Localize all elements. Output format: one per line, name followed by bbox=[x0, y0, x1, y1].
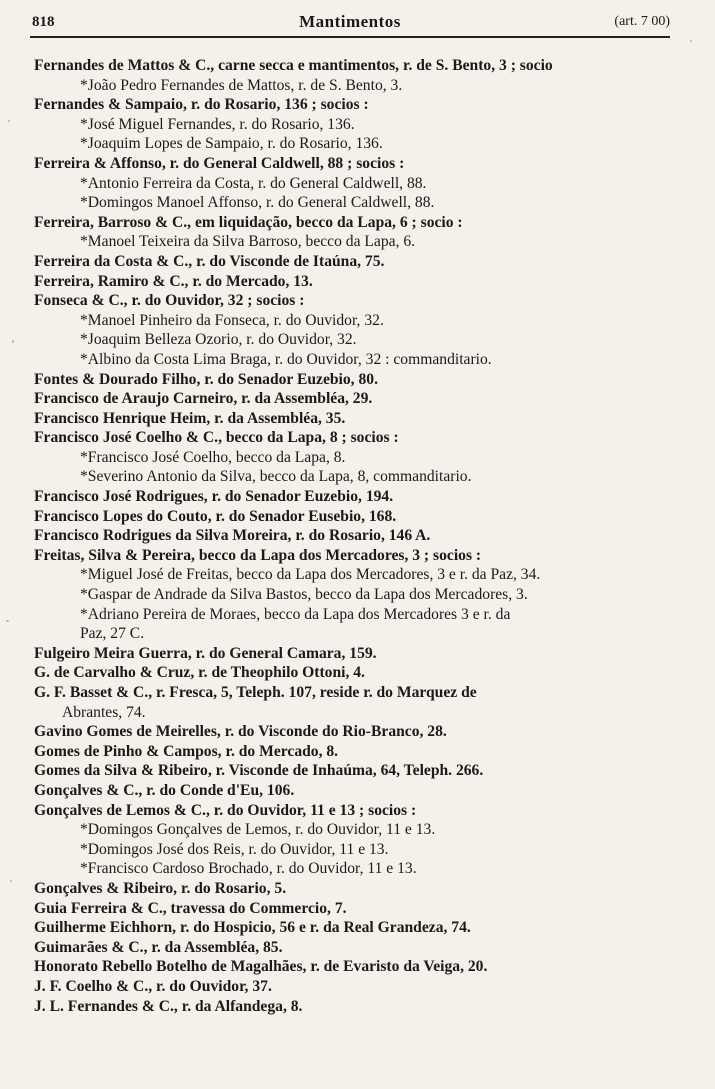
firm-entry: Guimarães & C., r. da Assembléa, 85. bbox=[34, 938, 283, 956]
partner-entry: *Domingos Gonçalves de Lemos, r. do Ouvidor, 11 e 13. bbox=[80, 821, 436, 839]
partner-entry: *Antonio Ferreira da Costa, r. do General Caldwell, 88. bbox=[80, 174, 427, 192]
firm-entry: Gomes da Silva & Ribeiro, r. Visconde de Inhaúma, 64, Teleph. 266. bbox=[34, 762, 484, 780]
directory-entries bbox=[30, 56, 670, 1016]
firm-entry: Gavino Gomes de Meirelles, r. do Visconde do Rio-Branco, 28. bbox=[34, 723, 447, 741]
firm-entry: Honorato Rebello Botelho de Magalhães, r. de Evaristo da Veiga, 20. bbox=[34, 958, 488, 976]
partner-entry: *Severino Antonio da Silva, becco da Lapa, 8, commanditario. bbox=[80, 468, 472, 486]
firm-entry: Francisco Henrique Heim, r. da Assembléa, 35. bbox=[34, 409, 346, 427]
partner-entry: *Manoel Pinheiro da Fonseca, r. do Ouvidor, 32. bbox=[80, 311, 384, 329]
firm-entry: Francisco de Araujo Carneiro, r. da Assembléa, 29. bbox=[34, 390, 373, 408]
firm-entry: Fernandes & Sampaio, r. do Rosario, 136 ; socios : bbox=[34, 96, 369, 114]
firm-entry: Freitas, Silva & Pereira, becco da Lapa dos Mercadores, 3 ; socios : bbox=[34, 546, 482, 564]
firm-entry: J. F. Coelho & C., r. do Ouvidor, 37. bbox=[34, 977, 272, 995]
partner-entry: *José Miguel Fernandes, r. do Rosario, 136. bbox=[80, 115, 355, 133]
firm-entry: Francisco José Coelho & C., becco da Lapa, 8 ; socios : bbox=[34, 429, 399, 447]
firm-entry: Gomes de Pinho & Campos, r. do Mercado, 8. bbox=[34, 742, 339, 760]
scan-speck bbox=[12, 340, 14, 343]
scan-speck bbox=[10, 880, 12, 882]
page-number: 818 bbox=[32, 14, 55, 30]
firm-entry: Gonçalves & C., r. do Conde d'Eu, 106. bbox=[34, 781, 295, 799]
firm-entry: Ferreira & Affonso, r. do General Caldwell, 88 ; socios : bbox=[34, 154, 405, 172]
firm-entry: Francisco José Rodrigues, r. do Senador Euzebio, 194. bbox=[34, 488, 394, 506]
firm-entry: Fontes & Dourado Filho, r. do Senador Euzebio, 80. bbox=[34, 370, 378, 388]
partner-entry: *Francisco José Coelho, becco da Lapa, 8. bbox=[80, 448, 346, 466]
partner-entry: *Adriano Pereira de Moraes, becco da Lapa dos Mercadores 3 e r. da bbox=[80, 605, 511, 623]
firm-entry: G. F. Basset & C., r. Fresca, 5, Teleph. 107, reside r. do Marquez de bbox=[34, 684, 477, 701]
page-title: Mantimentos bbox=[299, 12, 401, 31]
firm-entry: Gonçalves & Ribeiro, r. do Rosario, 5. bbox=[34, 879, 287, 897]
firm-entry: Guilherme Eichhorn, r. do Hospicio, 56 e r. da Real Grandeza, 74. bbox=[34, 919, 471, 937]
entry-continuation: Paz, 27 C. bbox=[80, 625, 145, 643]
firm-entry: Francisco Lopes do Couto, r. do Senador Eusebio, 168. bbox=[34, 507, 397, 525]
firm-entry: Guia Ferreira & C., travessa do Commercio, 7. bbox=[34, 899, 347, 917]
firm-entry: Ferreira, Barroso & C., em liquidação, becco da Lapa, 6 ; socio : bbox=[34, 213, 463, 231]
article-reference: (art. 7 00) bbox=[614, 14, 670, 29]
firm-entry: Fulgeiro Meira Guerra, r. do General Camara, 159. bbox=[34, 644, 377, 662]
partner-entry: *Miguel José de Freitas, becco da Lapa dos Mercadores, 3 e r. da Paz, 34. bbox=[80, 566, 541, 584]
partner-entry: *Domingos José dos Reis, r. do Ouvidor, 11 e 13. bbox=[80, 840, 389, 858]
partner-entry: *Manoel Teixeira da Silva Barroso, becco da Lapa, 6. bbox=[80, 233, 416, 251]
header-rule bbox=[30, 36, 670, 38]
partner-entry: *João Pedro Fernandes de Mattos, r. de S. Bento, 3. bbox=[80, 76, 403, 94]
partner-entry: *Gaspar de Andrade da Silva Bastos, becco da Lapa dos Mercadores, 3. bbox=[80, 586, 528, 604]
firm-entry: Francisco Rodrigues da Silva Moreira, r. do Rosario, 146 A. bbox=[34, 527, 431, 545]
scan-speck bbox=[8, 120, 10, 122]
firm-entry: Ferreira da Costa & C., r. do Visconde de Itaúna, 75. bbox=[34, 252, 385, 270]
firm-entry: J. L. Fernandes & C., r. da Alfandega, 8. bbox=[34, 997, 303, 1015]
firm-entry: Fernandes de Mattos & C., carne secca e mantimentos, r. de S. Bento, 3 ; socio bbox=[34, 57, 553, 74]
firm-entry: Gonçalves de Lemos & C., r. do Ouvidor, 11 e 13 ; socios : bbox=[34, 801, 417, 819]
partner-entry: *Domingos Manoel Affonso, r. do General Caldwell, 88. bbox=[80, 194, 435, 212]
scan-speck bbox=[6, 620, 9, 622]
partner-entry: *Albino da Costa Lima Braga, r. do Ouvidor, 32 : commanditario. bbox=[80, 350, 492, 368]
firm-entry: Ferreira, Ramiro & C., r. do Mercado, 13. bbox=[34, 272, 313, 290]
partner-entry: *Joaquim Belleza Ozorio, r. do Ouvidor, 32. bbox=[80, 331, 357, 349]
entry-continuation: Abrantes, 74. bbox=[62, 703, 146, 721]
firm-entry: G. de Carvalho & Cruz, r. de Theophilo Ottoni, 4. bbox=[34, 664, 365, 682]
scan-speck bbox=[690, 40, 692, 42]
firm-entry: Fonseca & C., r. do Ouvidor, 32 ; socios : bbox=[34, 292, 305, 310]
partner-entry: *Joaquim Lopes de Sampaio, r. do Rosario, 136. bbox=[80, 135, 383, 153]
partner-entry: *Francisco Cardoso Brochado, r. do Ouvidor, 11 e 13. bbox=[80, 860, 417, 878]
page-header bbox=[30, 10, 670, 34]
